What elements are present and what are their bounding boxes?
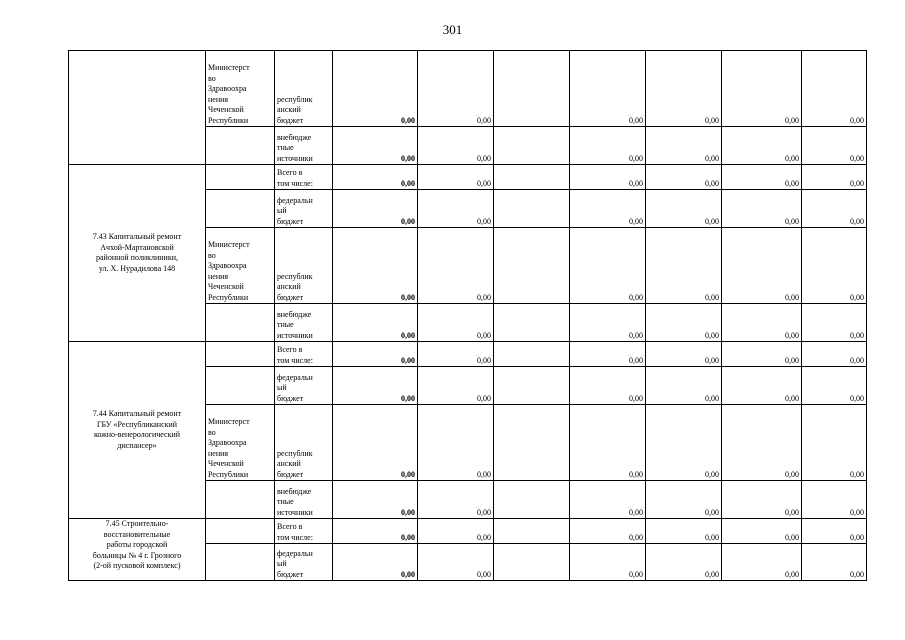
value-cell: 0,00 <box>418 165 494 190</box>
value-cell: 0,00 <box>418 342 494 367</box>
funding-source-cell: республик анский бюджет <box>275 405 333 481</box>
value-cell: 0,00 <box>722 519 802 544</box>
value-cell: 0,00 <box>802 228 867 304</box>
responsible-cell: Министерст во Здравоохра нения Чеченской Республики <box>206 228 275 304</box>
value-cell <box>494 190 570 228</box>
responsible-cell <box>206 544 275 581</box>
responsible-cell <box>206 190 275 228</box>
value-cell: 0,00 <box>570 405 646 481</box>
value-cell: 0,00 <box>802 165 867 190</box>
value-cell <box>494 342 570 367</box>
responsible-cell: Министерст во Здравоохра нения Чеченской Республики <box>206 51 275 127</box>
value-cell: 0,00 <box>722 127 802 165</box>
value-cell: 0,00 <box>802 51 867 127</box>
value-cell: 0,00 <box>802 190 867 228</box>
funding-source-cell: республик анский бюджет <box>275 51 333 127</box>
value-cell: 0,00 <box>333 51 418 127</box>
value-cell: 0,00 <box>418 228 494 304</box>
value-cell <box>494 51 570 127</box>
value-cell: 0,00 <box>570 51 646 127</box>
value-cell: 0,00 <box>418 405 494 481</box>
value-cell: 0,00 <box>802 544 867 581</box>
funding-source-cell: внебюдже тные источники <box>275 127 333 165</box>
value-cell: 0,00 <box>722 304 802 342</box>
value-cell: 0,00 <box>722 405 802 481</box>
funding-source-cell: Всего в том числе: <box>275 165 333 190</box>
value-cell: 0,00 <box>333 367 418 405</box>
page-number: 301 <box>442 22 463 37</box>
funding-source-cell: Всего в том числе: <box>275 519 333 544</box>
value-cell: 0,00 <box>722 544 802 581</box>
value-cell: 0,00 <box>570 127 646 165</box>
value-cell: 0,00 <box>418 304 494 342</box>
responsible-cell <box>206 481 275 519</box>
value-cell: 0,00 <box>333 544 418 581</box>
item-name-cell <box>69 51 206 165</box>
value-cell: 0,00 <box>418 544 494 581</box>
value-cell: 0,00 <box>802 304 867 342</box>
value-cell: 0,00 <box>333 190 418 228</box>
value-cell: 0,00 <box>646 544 722 581</box>
value-cell: 0,00 <box>802 481 867 519</box>
responsible-cell <box>206 127 275 165</box>
value-cell: 0,00 <box>722 367 802 405</box>
value-cell: 0,00 <box>570 190 646 228</box>
value-cell: 0,00 <box>333 304 418 342</box>
value-cell: 0,00 <box>418 51 494 127</box>
value-cell <box>494 165 570 190</box>
budget-table <box>68 50 867 581</box>
value-cell: 0,00 <box>646 228 722 304</box>
item-name-cell: 7.45 Строительно- восстановительные работы городской больницы № 4 г. Грозного (2-ой пусковой комплекс) <box>69 519 206 581</box>
funding-source-cell: федеральн ый бюджет <box>275 544 333 581</box>
value-cell: 0,00 <box>646 367 722 405</box>
value-cell: 0,00 <box>418 519 494 544</box>
table-row <box>69 165 867 190</box>
value-cell: 0,00 <box>570 304 646 342</box>
value-cell: 0,00 <box>333 481 418 519</box>
value-cell: 0,00 <box>418 127 494 165</box>
value-cell: 0,00 <box>570 367 646 405</box>
value-cell: 0,00 <box>722 51 802 127</box>
funding-source-cell: республик анский бюджет <box>275 228 333 304</box>
value-cell: 0,00 <box>722 481 802 519</box>
value-cell: 0,00 <box>802 519 867 544</box>
value-cell: 0,00 <box>646 304 722 342</box>
responsible-cell <box>206 165 275 190</box>
table-row <box>69 51 867 127</box>
value-cell: 0,00 <box>570 342 646 367</box>
funding-source-cell: федеральн ый бюджет <box>275 367 333 405</box>
item-name-cell: 7.43 Капитальный ремонт Ачхой-Мартановской районной поликлиники, ул. Х. Нурадилова 148 <box>69 165 206 342</box>
value-cell: 0,00 <box>333 127 418 165</box>
value-cell: 0,00 <box>418 481 494 519</box>
funding-source-cell: федеральн ый бюджет <box>275 190 333 228</box>
value-cell: 0,00 <box>646 190 722 228</box>
table-row <box>69 519 867 544</box>
value-cell: 0,00 <box>802 127 867 165</box>
item-name-cell: 7.44 Капитальный ремонт ГБУ «Республиканский кожно-венерологический диспансер» <box>69 342 206 519</box>
value-cell: 0,00 <box>722 190 802 228</box>
responsible-cell <box>206 304 275 342</box>
value-cell <box>494 367 570 405</box>
value-cell: 0,00 <box>570 519 646 544</box>
value-cell: 0,00 <box>802 367 867 405</box>
value-cell: 0,00 <box>333 405 418 481</box>
value-cell: 0,00 <box>722 342 802 367</box>
value-cell <box>494 481 570 519</box>
value-cell: 0,00 <box>646 51 722 127</box>
value-cell: 0,00 <box>646 481 722 519</box>
value-cell: 0,00 <box>802 405 867 481</box>
value-cell: 0,00 <box>418 367 494 405</box>
value-cell: 0,00 <box>646 342 722 367</box>
responsible-cell <box>206 519 275 544</box>
value-cell <box>494 127 570 165</box>
value-cell: 0,00 <box>646 127 722 165</box>
value-cell: 0,00 <box>722 228 802 304</box>
value-cell: 0,00 <box>646 165 722 190</box>
value-cell: 0,00 <box>333 519 418 544</box>
value-cell: 0,00 <box>722 165 802 190</box>
value-cell: 0,00 <box>646 405 722 481</box>
value-cell: 0,00 <box>570 228 646 304</box>
value-cell: 0,00 <box>646 519 722 544</box>
value-cell <box>494 544 570 581</box>
value-cell: 0,00 <box>333 342 418 367</box>
value-cell: 0,00 <box>333 228 418 304</box>
funding-source-cell: внебюдже тные источники <box>275 481 333 519</box>
value-cell: 0,00 <box>570 165 646 190</box>
value-cell: 0,00 <box>418 190 494 228</box>
funding-source-cell: внебюдже тные источники <box>275 304 333 342</box>
value-cell <box>494 304 570 342</box>
value-cell: 0,00 <box>802 342 867 367</box>
responsible-cell: Министерст во Здравоохра нения Чеченской Республики <box>206 405 275 481</box>
responsible-cell <box>206 342 275 367</box>
value-cell: 0,00 <box>570 544 646 581</box>
value-cell: 0,00 <box>333 165 418 190</box>
value-cell: 0,00 <box>570 481 646 519</box>
funding-source-cell: Всего в том числе: <box>275 342 333 367</box>
responsible-cell <box>206 367 275 405</box>
value-cell <box>494 519 570 544</box>
value-cell <box>494 405 570 481</box>
table-row <box>69 342 867 367</box>
value-cell <box>494 228 570 304</box>
